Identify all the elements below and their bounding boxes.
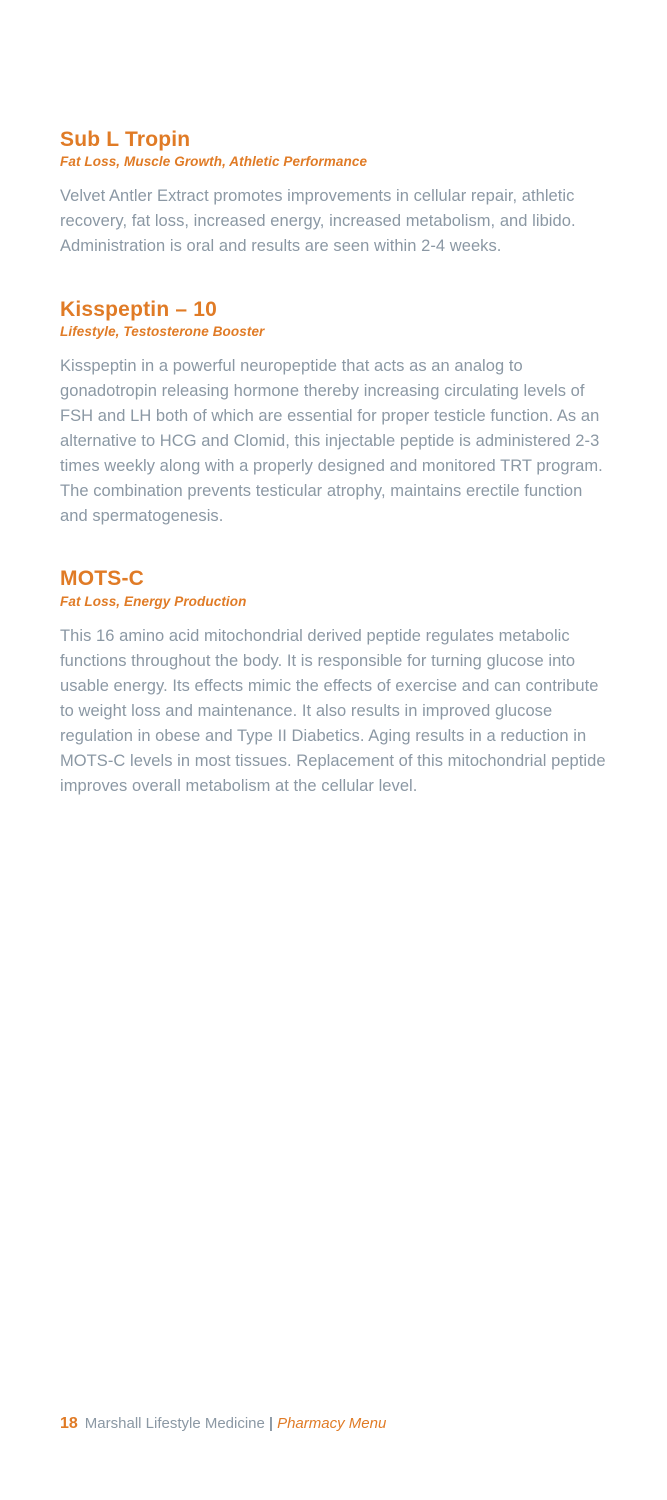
entry-sub-l-tropin <box>60 128 608 260</box>
entry-body: Kisspeptin in a powerful neuropeptide that acts as an analog to gonadotropin releasing hormone thereby increasing circulating levels of FSH and LH both of which are essential for proper testicle function. As an alternative to HCG and Clomid, this injectable peptide is administered 2-3 times weekly along with a properly designed and monitored TRT program. The combination prevents testicular atrophy, maintains erectile function and spermatogenesis. <box>60 356 603 526</box>
entry-subtitle: Fat Loss, Muscle Growth, Athletic Performance <box>60 154 368 170</box>
footer-organization: Marshall Lifestyle Medicine <box>84 1415 265 1432</box>
entry-title: MOTS-C <box>60 567 145 591</box>
entry-subtitle: Lifestyle, Testosterone Booster <box>60 323 265 339</box>
entry-mots-c <box>60 567 608 799</box>
page-content <box>60 128 608 829</box>
page-footer <box>60 1416 608 1432</box>
entry-subtitle: Fat Loss, Energy Production <box>60 593 247 609</box>
entry-body: Velvet Antler Extract promotes improvements in cellular repair, athletic recovery, fat loss, increased energy, increased metabolism, and libido. Administration is oral and results are seen within 2-4 weeks. <box>60 187 576 256</box>
footer-document-title: Pharmacy Menu <box>277 1415 387 1432</box>
entry-kisspeptin-10 <box>60 298 608 530</box>
page-number: 18 <box>60 1415 78 1432</box>
entry-body: This 16 amino acid mitochondrial derived peptide regulates metabolic functions throughout the body. It is responsible for turning glucose into usable energy. Its effects mimic the effects of exercise and can contribute to weight loss and maintenance. It also results in improved glucose regulation in obese and Type II Diabetics. Aging results in a reduction in MOTS-C levels in most tissues. Replacement of this mitochondrial peptide improves overall metabolism at the cellular level. <box>60 626 606 796</box>
entry-title: Sub L Tropin <box>60 128 191 151</box>
footer-separator: | <box>268 1415 274 1432</box>
entry-title: Kisspeptin – 10 <box>60 297 218 321</box>
